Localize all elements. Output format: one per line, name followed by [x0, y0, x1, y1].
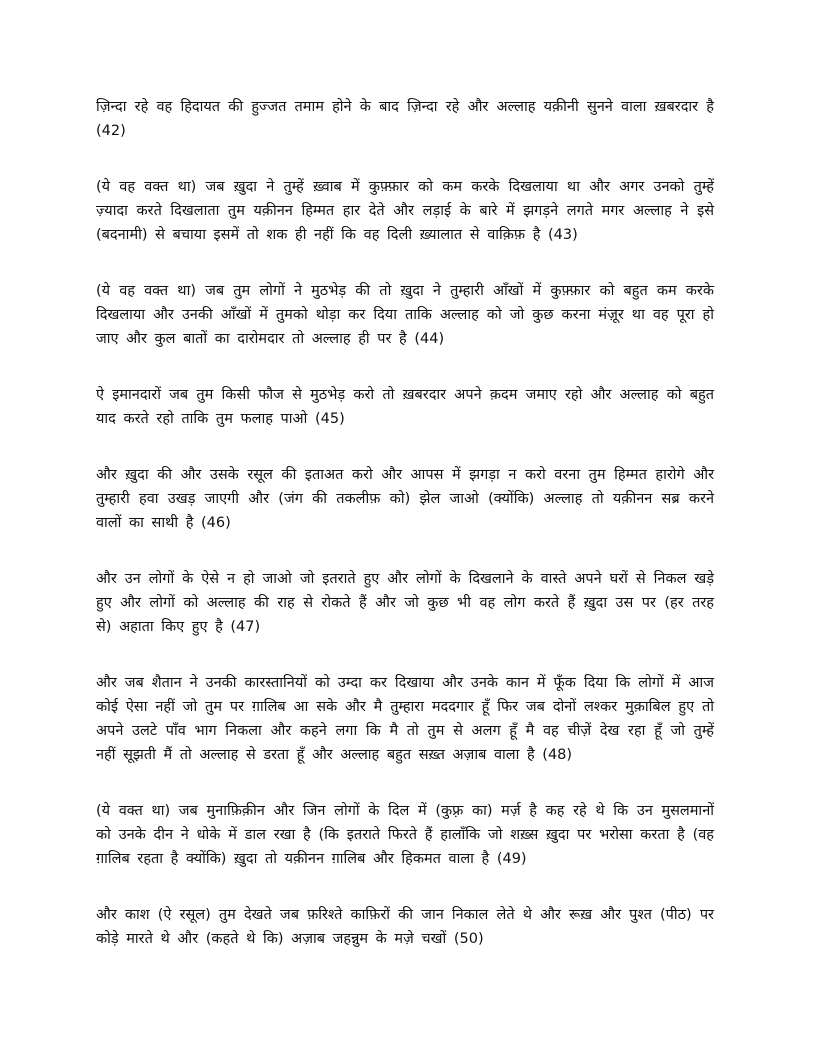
- document-page: [96, 95, 714, 983]
- verse-paragraph-42: ज़िन्दा रहे वह हिदायत की हुज्जत तमाम होने के बाद ज़िन्दा रहे और अल्लाह यक़ीनी सुनने वाला ख़बरदार है (42): [96, 99, 714, 139]
- verse-paragraph-44: (ये वह वक्त था) जब तुम लोगों ने मुठभेड़ की तो ख़ुदा ने तुम्हारी आँखों में कुफ़्फ़ार को बहुत कम करके दिखलाया और उनकी आँखों में तुमको थोड़ा कर दिया ताकि अल्लाह को जो कुछ करना मंज़ूर था वह पूरा हो जाए और कुल बातों का दारोमदार तो अल्लाह ही पर है (44): [96, 283, 714, 347]
- verse-paragraph-45: ऐ इमानदारों जब तुम किसी फौज से मुठभेड़ करो तो ख़बरदार अपने क़दम जमाए रहो और अल्लाह को बहुत याद करते रहो ताकि तुम फलाह पाओ (45): [96, 387, 714, 427]
- verse-paragraph-46: और ख़ुदा की और उसके रसूल की इताअत करो और आपस में झगड़ा न करो वरना तुम हिम्मत हारोगे और तुम्हारी हवा उखड़ जाएगी और (जंग की तकलीफ़ को) झेल जाओ (क्योंकि) अल्लाह तो यक़ीनन सब्र करने वालों का साथी है (46): [96, 467, 714, 531]
- verse-paragraph-47: और उन लोगों के ऐसे न हो जाओ जो इतराते हुए और लोगों के दिखलाने के वास्ते अपने घरों से निकल खड़े हुए और लोगों को अल्लाह की राह से रोकते हैं और जो कुछ भी वह लोग करते हैं ख़ुदा उस पर (हर तरह से) अहाता किए हुए है (47): [96, 571, 714, 635]
- verse-paragraph-43: (ये वह वक्त था) जब ख़ुदा ने तुम्हें ख़्वाब में कुफ़्फ़ार को कम करके दिखलाया था और अगर उनको तुम्हें ज़्यादा करते दिखलाता तुम यक़ीनन हिम्मत हार देते और लड़ाई के बारे में झगड़ने लगते मगर अल्लाह ने इसे (बदनामी) से बचाया इसमें तो शक ही नहीं कि वह दिली ख़्यालात से वाक़िफ़ है (43): [96, 179, 714, 243]
- verse-paragraph-50: और काश (ऐ रसूल) तुम देखते जब फ़रिश्ते काफ़िरों की जान निकाल लेते थे और रूख़ और पुश्त (पीठ) पर कोड़े मारते थे और (कहते थे कि) अज़ाब जहन्नुम के मज़े चखों (50): [96, 907, 714, 947]
- verse-paragraph-49: (ये वक्त था) जब मुनाफ़िक़ीन और जिन लोगों के दिल में (कुफ़्र का) मर्ज़ है कह रहे थे कि उन मुसलमानों को उनके दीन ने धोके में डाल रखा है (कि इतराते फिरते हैं हालाँकि जो शख़्स ख़ुदा पर भरोसा करता है (वह ग़ालिब रहता है क्योंकि) ख़ुदा तो यक़ीनन ग़ालिब और हिकमत वाला है (49): [96, 803, 714, 867]
- verse-paragraph-48: और जब शैतान ने उनकी कारस्तानियों को उम्दा कर दिखाया और उनके कान में फूँक दिया कि लोगों में आज कोई ऐसा नहीं जो तुम पर ग़ालिब आ सके और मै तुम्हारा मददगार हूँ फिर जब दोनों लश्कर मुक़ाबिल हुए तो अपने उलटे पाँव भाग निकला और कहने लगा कि मै तो तुम से अलग हूँ मै वह चीज़ें देख रहा हूँ जो तुम्हें नहीं सूझती मैं तो अल्लाह से डरता हूँ और अल्लाह बहुत सख़्त अज़ाब वाला है (48): [96, 675, 714, 763]
